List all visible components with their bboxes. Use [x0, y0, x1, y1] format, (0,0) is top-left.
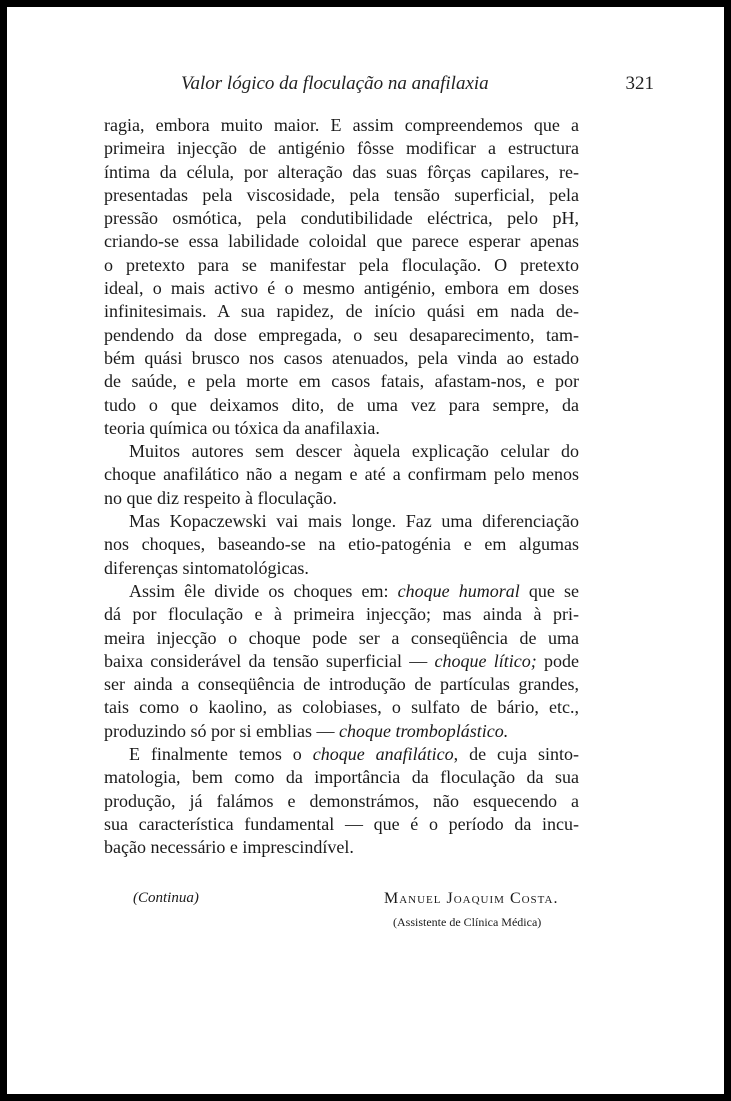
- line: [104, 324, 579, 347]
- text-line: diferenças sintomatológicas.: [104, 557, 309, 578]
- line: [104, 790, 579, 813]
- line: [104, 743, 579, 766]
- text-line: , de cuja sinto-: [453, 744, 579, 765]
- text-line: infinitesimais. A sua rapidez, de início quási em nada de-: [104, 301, 579, 322]
- text-line: Assim êle divide os choques em:: [129, 580, 398, 601]
- text-line: tais como o kaolino, as colobiases, o sulfato de bário, etc.,: [104, 697, 579, 718]
- line: [104, 230, 579, 253]
- line: [104, 766, 579, 789]
- author-role: (Assistente de Clínica Médica): [393, 915, 542, 929]
- text-line: sua característica fundamental — que é o período da incu-: [104, 813, 579, 834]
- line: [104, 207, 579, 230]
- text-line: teoria química ou tóxica da anafilaxia.: [104, 417, 380, 438]
- italic-term: choque tromboplástico.: [338, 720, 509, 741]
- text-line: ser ainda a conseqüência de introdução de partículas grandes,: [104, 674, 579, 695]
- text-line: E finalmente temos o: [129, 744, 313, 765]
- text-line: presentadas pela viscosidade, pela tensão superficial, pela: [104, 184, 579, 205]
- line: [104, 184, 579, 207]
- italic-term: choque lítico;: [434, 650, 537, 671]
- text-line: primeira injecção de antigénio fôsse modificar a estructura: [104, 138, 579, 159]
- text-line: nos choques, baseando-se na etio-patogénia e em algumas: [104, 534, 579, 555]
- line: [104, 370, 579, 393]
- line: [104, 510, 579, 533]
- line: [104, 650, 579, 673]
- text-line: o pretexto para se manifestar pela floculação. O pretexto: [104, 254, 579, 275]
- text-line: criando-se essa labilidade coloidal que parece esperar apenas: [104, 231, 579, 252]
- italic-term: choque humoral: [397, 580, 520, 601]
- line: [104, 720, 579, 743]
- paragraph: [104, 440, 579, 510]
- text-line: tudo o que deixamos dito, de uma vez para sempre, da: [104, 394, 579, 415]
- text-line: baixa considerável da tensão superficial —: [104, 650, 435, 671]
- running-header: [97, 73, 654, 101]
- text-line: íntima da célula, por alteração das suas fôrças capilares, re-: [104, 161, 579, 182]
- text-line: produção, já falámos e demonstrámos, não esquecendo a: [104, 790, 579, 811]
- text-line: dá por floculação e à primeira injecção; mas ainda à pri-: [104, 604, 579, 625]
- text-line: matologia, bem como da importância da floculação da sua: [104, 767, 579, 788]
- page-number: 321: [625, 73, 654, 94]
- line: [104, 813, 579, 836]
- text-line: choque anafilático não a negam e até a confirmam pelo menos: [104, 464, 579, 485]
- line: [104, 487, 579, 510]
- line: [104, 254, 579, 277]
- text-line: meira injecção o choque pode ser a conseqüência de uma: [104, 627, 579, 648]
- text-line: pressão osmótica, pela condutibilidade eléctrica, pelo pH,: [104, 208, 579, 229]
- text-line: no que diz respeito à floculação.: [104, 487, 337, 508]
- line: [104, 673, 579, 696]
- text-line: produzindo só por si emblias —: [104, 720, 339, 741]
- author-name: Manuel Joaquim Costa.: [384, 890, 559, 907]
- line: [104, 300, 579, 323]
- line: [104, 603, 579, 626]
- line: [104, 277, 579, 300]
- line: [104, 417, 579, 440]
- paragraph: [104, 510, 579, 580]
- text-line: pendendo da dose empregada, o seu desaparecimento, tam-: [104, 324, 579, 345]
- line: [104, 394, 579, 417]
- book-page: [7, 7, 724, 1094]
- line: [104, 836, 579, 859]
- running-title: Valor lógico da floculação na anafilaxia: [181, 73, 489, 94]
- text-line: bém quási brusco nos casos atenuados, pela vinda ao estado: [104, 347, 579, 368]
- paragraph: [104, 114, 579, 440]
- line: [104, 557, 579, 580]
- paragraph: [104, 580, 579, 743]
- line: [104, 696, 579, 719]
- text-line: que se: [519, 580, 580, 601]
- body-text: [104, 114, 579, 860]
- text-line: ideal, o mais activo é o mesmo antigénio, embora em doses: [104, 278, 579, 299]
- line: [104, 627, 579, 650]
- text-line: pode: [536, 650, 580, 671]
- continua-note: (Continua): [133, 890, 199, 906]
- line: [104, 463, 579, 486]
- line: [104, 347, 579, 370]
- text-line: bação necessário e imprescindível.: [104, 837, 354, 858]
- line: [104, 580, 579, 603]
- text-line: de saúde, e pela morte em casos fatais, afastam-nos, e por: [104, 371, 579, 392]
- text-line: Mas Kopaczewski vai mais longe. Faz uma diferenciação: [129, 511, 579, 532]
- line: [104, 161, 579, 184]
- text-line: ragia, embora muito maior. E assim compreendemos que a: [104, 115, 579, 135]
- line: [104, 440, 579, 463]
- text-line: Muitos autores sem descer àquela explicação celular do: [129, 441, 579, 462]
- line: [104, 137, 579, 160]
- line: [104, 533, 579, 556]
- italic-term: choque anafilático: [312, 744, 454, 765]
- paragraph: [104, 743, 579, 859]
- signature-block: [7, 890, 724, 940]
- line: [104, 114, 579, 137]
